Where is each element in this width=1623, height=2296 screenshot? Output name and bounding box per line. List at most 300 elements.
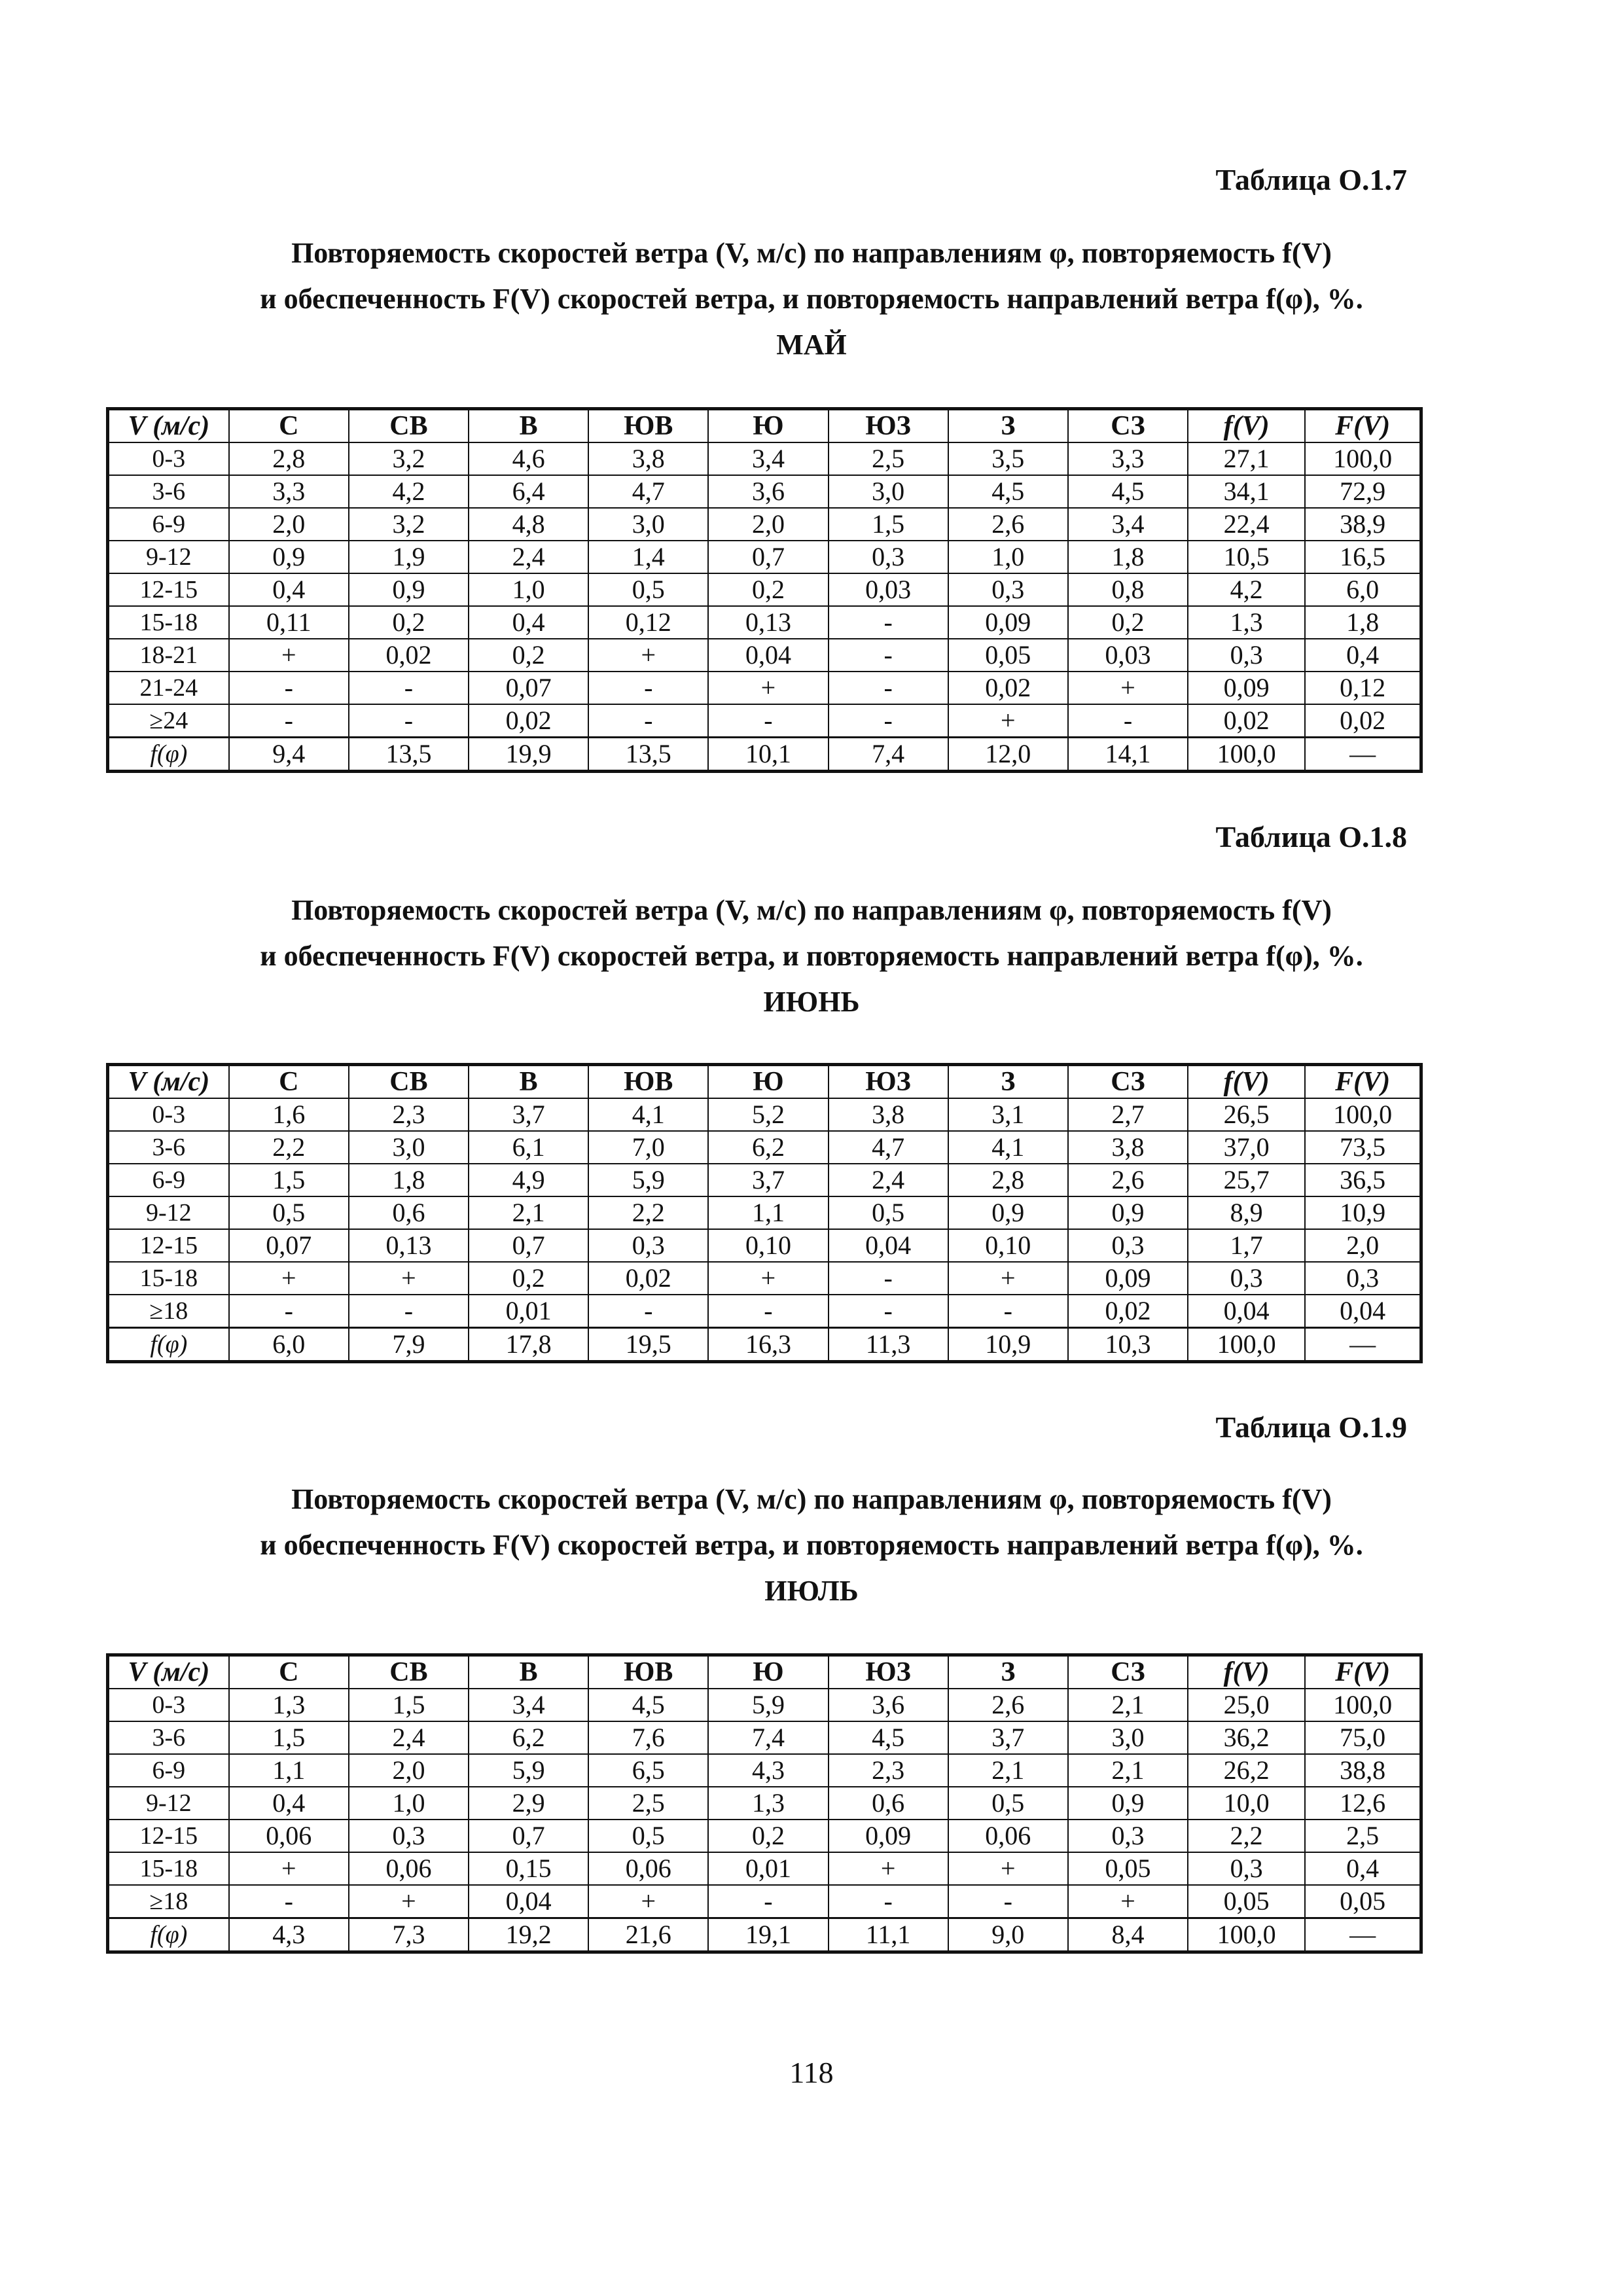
table-cell: ≥18 [108,1295,229,1328]
table-row [108,1262,1421,1295]
total-cell: 13,5 [588,738,708,772]
total-row [108,738,1421,772]
table-cell: 3,0 [349,1131,469,1164]
table-cell: 0,8 [1068,573,1188,606]
table-cell: 1,0 [349,1787,469,1820]
table-cell: 4,1 [588,1098,708,1131]
table-cell: 100,0 [1305,1098,1421,1131]
table-cell: 9-12 [108,1196,229,1229]
table-cell: 1,5 [829,508,948,541]
table-cell: 3,8 [829,1098,948,1131]
table-cell: 4,9 [469,1164,588,1196]
table-cell: 0,5 [829,1196,948,1229]
table-row [108,1131,1421,1164]
table-cell: 3,4 [708,442,828,475]
table-row [108,672,1421,704]
table-cell: - [948,1295,1068,1328]
table-cell: 0,6 [829,1787,948,1820]
table-cell: 12-15 [108,573,229,606]
table-cell: 0,4 [1305,1852,1421,1885]
table-cell: - [229,1885,349,1918]
table-cell: 0-3 [108,1689,229,1721]
table-cell: - [588,704,708,738]
table-cell: 0,12 [1305,672,1421,704]
table-cell: - [829,606,948,639]
table-cell: 9-12 [108,1787,229,1820]
wind-table-june [106,1063,1423,1363]
table-cell: 37,0 [1188,1131,1305,1164]
table-cell: - [588,672,708,704]
table-cell: 0,3 [1068,1229,1188,1262]
caption-line-2: и обеспеченность F(V) скоростей ветра, и повторяемость направлений ветра f(φ), %. [260,1529,1363,1561]
table-cell: 38,8 [1305,1754,1421,1787]
table-cell: 15-18 [108,1852,229,1885]
column-header: V (м/с) [108,1655,229,1689]
table-cell: 1,5 [349,1689,469,1721]
table-cell: 3-6 [108,475,229,508]
table-cell: - [1068,704,1188,738]
total-cell: 6,0 [229,1328,349,1362]
table-cell: + [1068,672,1188,704]
table-cell: 0,02 [1068,1295,1188,1328]
table-row [108,1689,1421,1721]
caption-line-1: Повторяемость скоростей ветра (V, м/с) по направлениям φ, повторяемость f(V) [291,1483,1332,1515]
table-cell: 12-15 [108,1820,229,1852]
table-cell: - [708,1295,828,1328]
table-cell: 7,0 [588,1131,708,1164]
column-header: З [948,1655,1068,1689]
table-cell: 2,1 [1068,1754,1188,1787]
table-cell: + [708,672,828,704]
table-cell: 0,04 [469,1885,588,1918]
table-cell: 6,0 [1305,573,1421,606]
table-cell: 26,5 [1188,1098,1305,1131]
column-header: ЮВ [588,1065,708,1099]
table-cell: 0,02 [1188,704,1305,738]
table-cell: 6-9 [108,1754,229,1787]
table-cell: 75,0 [1305,1721,1421,1754]
table-cell: 0,2 [469,1262,588,1295]
table-cell: 1,3 [708,1787,828,1820]
table-cell: 3,2 [349,508,469,541]
total-row [108,1328,1421,1362]
table-cell: 3,0 [588,508,708,541]
total-cell: 10,1 [708,738,828,772]
column-header: Ю [708,1655,828,1689]
table-cell: 0-3 [108,442,229,475]
table-cell: 3,3 [229,475,349,508]
table-cell: - [229,672,349,704]
table-cell: 0,03 [829,573,948,606]
table-cell: 2,2 [229,1131,349,1164]
table-cell: 2,3 [829,1754,948,1787]
column-header: СВ [349,409,469,443]
table-cell: 27,1 [1188,442,1305,475]
table-cell: 0,02 [588,1262,708,1295]
table-row [108,1164,1421,1196]
table-cell: 0,9 [1068,1787,1188,1820]
table-cell: 2,0 [349,1754,469,1787]
table-cell: 0,2 [708,573,828,606]
table-cell: 25,7 [1188,1164,1305,1196]
total-cell: 19,5 [588,1328,708,1362]
table-cell: 15-18 [108,1262,229,1295]
table-cell: 6-9 [108,508,229,541]
table-cell: 2,1 [1068,1689,1188,1721]
table-cell: 10,0 [1188,1787,1305,1820]
table-header-row [108,409,1421,443]
table-cell: 1,3 [1188,606,1305,639]
total-cell: 100,0 [1188,1918,1305,1952]
table-cell: - [948,1885,1068,1918]
table-cell: 2,6 [1068,1164,1188,1196]
table-cell: 0,04 [829,1229,948,1262]
table-cell: 2,5 [829,442,948,475]
table-cell: 1,1 [708,1196,828,1229]
table-cell: + [708,1262,828,1295]
table-cell: + [829,1852,948,1885]
table-cell: 0,2 [469,639,588,672]
table-cell: 36,2 [1188,1721,1305,1754]
table-cell: 0,03 [1068,639,1188,672]
table-cell: 22,4 [1188,508,1305,541]
table-cell: 0,07 [469,672,588,704]
table-cell: 0,6 [349,1196,469,1229]
column-header: С [229,409,349,443]
table-cell: 0,3 [948,573,1068,606]
table-cell: 0,5 [588,1820,708,1852]
table-cell: + [229,1852,349,1885]
table-cell: 36,5 [1305,1164,1421,1196]
table-cell: 5,2 [708,1098,828,1131]
table-cell: 15-18 [108,606,229,639]
total-cell: 10,9 [948,1328,1068,1362]
table-cell: 4,1 [948,1131,1068,1164]
table-cell: 0,4 [1305,639,1421,672]
total-cell: 100,0 [1188,738,1305,772]
table-cell: - [349,704,469,738]
table-cell: 6,1 [469,1131,588,1164]
table-cell: 4,7 [829,1131,948,1164]
column-header: СВ [349,1655,469,1689]
table-cell: 0,9 [948,1196,1068,1229]
table-cell: 6,4 [469,475,588,508]
table-cell: 2,4 [469,541,588,573]
column-header: F(V) [1305,1065,1421,1099]
table-row [108,606,1421,639]
table-row [108,1787,1421,1820]
column-header: СЗ [1068,1655,1188,1689]
total-cell: 14,1 [1068,738,1188,772]
table-cell: 8,9 [1188,1196,1305,1229]
table-label: Таблица О.1.8 [1215,820,1407,853]
table-row [108,639,1421,672]
table-cell: 0,3 [829,541,948,573]
table-cell: + [1068,1885,1188,1918]
total-cell: 7,4 [829,738,948,772]
total-cell: 100,0 [1188,1328,1305,1362]
table-row [108,1885,1421,1918]
table-cell: + [948,1262,1068,1295]
table-cell: 6,2 [708,1131,828,1164]
table-cell: 0,3 [349,1820,469,1852]
table-cell: 0,2 [1068,606,1188,639]
table-cell: 4,5 [1068,475,1188,508]
column-header: ЮЗ [829,409,948,443]
column-header: ЮЗ [829,1655,948,1689]
table-cell: 0,01 [469,1295,588,1328]
table-cell: - [829,1885,948,1918]
column-header: В [469,1655,588,1689]
table-cell: 1,1 [229,1754,349,1787]
table-cell: 1,7 [1188,1229,1305,1262]
table-cell: 1,9 [349,541,469,573]
table-cell: 0,15 [469,1852,588,1885]
table-cell: 0,4 [229,1787,349,1820]
table-cell: 1,5 [229,1721,349,1754]
table-cell: 0,10 [948,1229,1068,1262]
table-header-row [108,1065,1421,1099]
caption-line-2: и обеспеченность F(V) скоростей ветра, и повторяемость направлений ветра f(φ), %. [260,283,1363,315]
column-header: Ю [708,409,828,443]
table-cell: 0,4 [229,573,349,606]
table-cell: 5,9 [588,1164,708,1196]
column-header: ЮВ [588,409,708,443]
table-cell: 4,2 [349,475,469,508]
table-cell: 100,0 [1305,442,1421,475]
total-cell: 21,6 [588,1918,708,1952]
column-header: В [469,1065,588,1099]
column-header: В [469,409,588,443]
table-cell: - [829,1262,948,1295]
table-cell: 5,9 [469,1754,588,1787]
table-cell: 0,07 [229,1229,349,1262]
table-cell: 3,8 [1068,1131,1188,1164]
table-cell: 6-9 [108,1164,229,1196]
table-cell: + [349,1885,469,1918]
table-row [108,1721,1421,1754]
table-row [108,1098,1421,1131]
column-header: СЗ [1068,1065,1188,1099]
table-cell: 4,8 [469,508,588,541]
table-cell: 1,8 [1305,606,1421,639]
table-cell: 2,6 [948,508,1068,541]
table-cell: 12-15 [108,1229,229,1262]
table-row [108,442,1421,475]
caption-month: ИЮНЬ [763,986,860,1018]
table-cell: - [708,704,828,738]
table-cell: - [829,704,948,738]
table-cell: 0,06 [948,1820,1068,1852]
table-cell: 0,06 [349,1852,469,1885]
total-cell: 17,8 [469,1328,588,1362]
table-row [108,541,1421,573]
table-cell: 0,09 [1068,1262,1188,1295]
table-cell: 0,5 [229,1196,349,1229]
total-cell: f(φ) [108,738,229,772]
table-row [108,1295,1421,1328]
table-cell: - [229,1295,349,1328]
table-caption [0,1477,1623,1614]
table-cell: 7,4 [708,1721,828,1754]
table-cell: 1,0 [469,573,588,606]
total-cell: 9,4 [229,738,349,772]
table-cell: ≥24 [108,704,229,738]
column-header: F(V) [1305,409,1421,443]
table-cell: 4,2 [1188,573,1305,606]
caption-line-1: Повторяемость скоростей ветра (V, м/с) по направлениям φ, повторяемость f(V) [291,237,1332,269]
column-header: СЗ [1068,409,1188,443]
table-cell: 1,8 [1068,541,1188,573]
table-cell: 34,1 [1188,475,1305,508]
total-cell: 8,4 [1068,1918,1188,1952]
wind-table-may [106,407,1423,773]
table-cell: 3,6 [829,1689,948,1721]
table-cell: 3,3 [1068,442,1188,475]
table-cell: 2,3 [349,1098,469,1131]
table-cell: 6,2 [469,1721,588,1754]
table-cell: 2,1 [469,1196,588,1229]
table-cell: 0,4 [469,606,588,639]
table-cell: 72,9 [1305,475,1421,508]
table-cell: 0,7 [469,1820,588,1852]
column-header: f(V) [1188,409,1305,443]
table-cell: 3,7 [708,1164,828,1196]
table-cell: 3-6 [108,1131,229,1164]
table-cell: 12,6 [1305,1787,1421,1820]
table-cell: 2,8 [229,442,349,475]
table-cell: - [829,1295,948,1328]
total-cell: — [1305,738,1421,772]
table-cell: 0,3 [1305,1262,1421,1295]
column-header: V (м/с) [108,409,229,443]
table-cell: 0,06 [588,1852,708,1885]
table-cell: 0,3 [1188,1852,1305,1885]
column-header: З [948,1065,1068,1099]
table-cell: 0,02 [469,704,588,738]
table-header-row [108,1655,1421,1689]
table-cell: 0,01 [708,1852,828,1885]
table-cell: 1,3 [229,1689,349,1721]
table-cell: 2,7 [1068,1098,1188,1131]
table-cell: + [588,639,708,672]
column-header: З [948,409,1068,443]
table-cell: 16,5 [1305,541,1421,573]
table-cell: - [349,672,469,704]
table-cell: 1,4 [588,541,708,573]
table-cell: 0,5 [588,573,708,606]
table-cell: - [588,1295,708,1328]
table-cell: 0,09 [948,606,1068,639]
table-cell: - [829,672,948,704]
table-cell: 9-12 [108,541,229,573]
table-cell: 2,4 [829,1164,948,1196]
table-cell: + [948,1852,1068,1885]
table-cell: 3,6 [708,475,828,508]
table-cell: + [948,704,1068,738]
total-cell: — [1305,1918,1421,1952]
total-cell: f(φ) [108,1328,229,1362]
table-cell: 0,02 [349,639,469,672]
table-cell: 2,0 [1305,1229,1421,1262]
table-cell: 0,02 [948,672,1068,704]
table-cell: 1,0 [948,541,1068,573]
table-cell: 0,11 [229,606,349,639]
table-cell: 0,09 [1188,672,1305,704]
total-cell: — [1305,1328,1421,1362]
table-row [108,508,1421,541]
column-header: f(V) [1188,1065,1305,1099]
page-number: 118 [789,2056,834,2089]
table-cell: 0,3 [1068,1820,1188,1852]
table-cell: 4,7 [588,475,708,508]
table-caption [0,230,1623,368]
table-cell: 0,02 [1305,704,1421,738]
table-cell: 4,6 [469,442,588,475]
table-cell: 0,2 [708,1820,828,1852]
table-cell: 0,10 [708,1229,828,1262]
table-cell: 3-6 [108,1721,229,1754]
column-header: F(V) [1305,1655,1421,1689]
table-cell: 4,5 [829,1721,948,1754]
column-header: С [229,1655,349,1689]
table-cell: 1,5 [229,1164,349,1196]
table-cell: 2,0 [708,508,828,541]
table-cell: 0,3 [1188,639,1305,672]
table-cell: 38,9 [1305,508,1421,541]
table-cell: + [588,1885,708,1918]
column-header: СВ [349,1065,469,1099]
table-cell: 4,3 [708,1754,828,1787]
total-cell: 19,1 [708,1918,828,1952]
column-header: ЮВ [588,1655,708,1689]
table-cell: 0,05 [948,639,1068,672]
table-cell: - [708,1885,828,1918]
table-label: Таблица О.1.9 [1215,1410,1407,1444]
table-cell: 0,12 [588,606,708,639]
table-row [108,1229,1421,1262]
caption-month: ИЮЛЬ [764,1575,859,1607]
total-cell: 11,1 [829,1918,948,1952]
table-label: Таблица О.1.7 [1215,163,1407,196]
table-cell: 4,5 [588,1689,708,1721]
table-cell: 1,8 [349,1164,469,1196]
table-cell: 4,5 [948,475,1068,508]
table-row [108,1196,1421,1229]
table-cell: 0,9 [349,573,469,606]
wind-table-july [106,1653,1423,1954]
column-header: V (м/с) [108,1065,229,1099]
table-cell: 1,6 [229,1098,349,1131]
table-cell: 26,2 [1188,1754,1305,1787]
total-cell: 19,2 [469,1918,588,1952]
column-header: ЮЗ [829,1065,948,1099]
total-cell: 16,3 [708,1328,828,1362]
table-cell: 0,13 [708,606,828,639]
total-cell: 4,3 [229,1918,349,1952]
table-cell: 0,7 [469,1229,588,1262]
table-cell: - [229,704,349,738]
column-header: Ю [708,1065,828,1099]
table-cell: ≥18 [108,1885,229,1918]
total-cell: 19,9 [469,738,588,772]
table-cell: 2,5 [588,1787,708,1820]
table-cell: 0,05 [1188,1885,1305,1918]
table-cell: 0,7 [708,541,828,573]
table-cell: 0,04 [1188,1295,1305,1328]
table-cell: 10,5 [1188,541,1305,573]
table-cell: 3,8 [588,442,708,475]
